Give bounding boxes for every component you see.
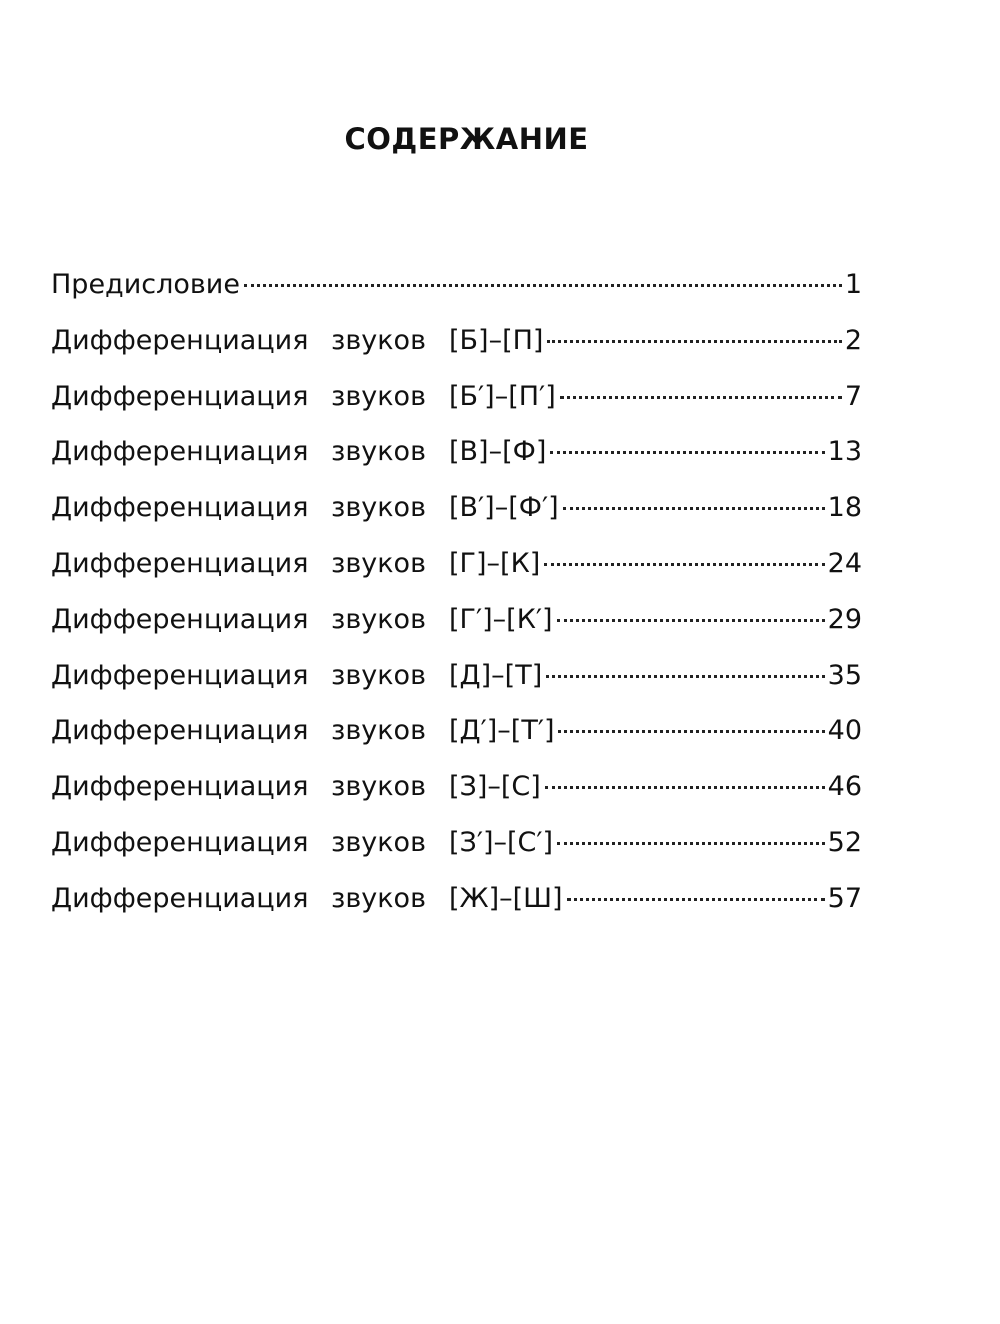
toc-page-number: 46 bbox=[827, 771, 862, 803]
toc-page-number: 52 bbox=[827, 826, 862, 858]
toc-page-number: 18 bbox=[827, 492, 862, 524]
toc-entry-label bbox=[51, 703, 554, 759]
toc-entry-word: Дифференциация bbox=[51, 324, 309, 356]
toc-row[interactable] bbox=[51, 648, 862, 704]
toc-entry-word: Дифференциация bbox=[51, 492, 309, 524]
toc-preface-label: Предисловие bbox=[51, 269, 240, 300]
toc-entry-sound-pair: [Г′]–[К′] bbox=[449, 603, 553, 635]
toc-entry-label bbox=[51, 815, 553, 871]
toc-row[interactable] bbox=[51, 592, 862, 648]
toc-entry-word: Дифференциация bbox=[51, 882, 309, 914]
toc-entry-sound-pair: [В]–[Ф] bbox=[449, 436, 547, 468]
toc-entry-sounds: звуков bbox=[331, 324, 426, 356]
toc-entry-sounds: звуков bbox=[331, 882, 426, 914]
toc-row[interactable] bbox=[51, 313, 862, 369]
dot-leader bbox=[558, 730, 824, 733]
toc-entry-word: Дифференциация bbox=[51, 715, 309, 747]
toc-page-number: 40 bbox=[827, 715, 862, 747]
dot-leader bbox=[557, 842, 825, 845]
toc-entry-label bbox=[51, 871, 563, 927]
dot-leader bbox=[560, 396, 842, 399]
toc-entry-sounds: звуков bbox=[331, 659, 426, 691]
dot-leader bbox=[545, 786, 825, 789]
toc-entry-sounds: звуков bbox=[331, 826, 426, 858]
toc-row[interactable] bbox=[51, 369, 862, 425]
toc-entry-word: Дифференциация bbox=[51, 826, 309, 858]
toc-row[interactable] bbox=[51, 703, 862, 759]
toc-entry-sound-pair: [Б]–[П] bbox=[449, 324, 544, 356]
toc-page-number: 2 bbox=[844, 324, 862, 356]
toc-page-number: 29 bbox=[827, 603, 862, 635]
toc-entry-label bbox=[51, 592, 553, 648]
dot-leader bbox=[567, 898, 825, 901]
toc-entry-label bbox=[51, 369, 556, 425]
toc-row[interactable] bbox=[51, 424, 862, 480]
toc-page-number: 7 bbox=[844, 380, 862, 412]
toc-entry-label bbox=[51, 257, 240, 313]
toc-row[interactable] bbox=[51, 815, 862, 871]
toc-entry-sound-pair: [Б′]–[П′] bbox=[449, 380, 556, 412]
table-of-contents bbox=[51, 257, 862, 927]
toc-entry-sound-pair: [З]–[С] bbox=[449, 771, 541, 803]
toc-entry-word: Дифференциация bbox=[51, 547, 309, 579]
page-title: СОДЕРЖАНИЕ bbox=[344, 122, 589, 156]
toc-item-list bbox=[51, 313, 862, 927]
toc-entry-sounds: звуков bbox=[331, 380, 426, 412]
dot-leader bbox=[244, 284, 842, 287]
toc-entry-label bbox=[51, 648, 542, 704]
toc-entry-sounds: звуков bbox=[331, 492, 426, 524]
toc-entry-sounds: звуков bbox=[331, 547, 426, 579]
toc-entry-label bbox=[51, 313, 543, 369]
toc-entry-label bbox=[51, 536, 540, 592]
dot-leader bbox=[550, 451, 824, 454]
toc-entry-label bbox=[51, 424, 546, 480]
toc-entry-word: Дифференциация bbox=[51, 436, 309, 468]
toc-page-number: 24 bbox=[827, 547, 862, 579]
toc-entry-sounds: звуков bbox=[331, 436, 426, 468]
toc-entry-sound-pair: [Г]–[К] bbox=[449, 547, 541, 579]
toc-page-number: 35 bbox=[827, 659, 862, 691]
toc-entry-word: Дифференциация bbox=[51, 771, 309, 803]
toc-entry-sound-pair: [З′]–[С′] bbox=[449, 826, 554, 858]
toc-row[interactable] bbox=[51, 759, 862, 815]
toc-row[interactable] bbox=[51, 536, 862, 592]
toc-entry-label bbox=[51, 480, 559, 536]
dot-leader bbox=[557, 619, 825, 622]
toc-row[interactable] bbox=[51, 480, 862, 536]
toc-page-number: 57 bbox=[827, 882, 862, 914]
toc-entry-sounds: звуков bbox=[331, 603, 426, 635]
toc-row-preface[interactable] bbox=[51, 257, 862, 313]
dot-leader bbox=[544, 563, 824, 566]
toc-entry-word: Дифференциация bbox=[51, 659, 309, 691]
toc-entry-sound-pair: [Ж]–[Ш] bbox=[449, 882, 563, 914]
toc-entry-sound-pair: [В′]–[Ф′] bbox=[449, 492, 559, 524]
toc-entry-word: Дифференциация bbox=[51, 603, 309, 635]
toc-entry-sound-pair: [Д′]–[Т′] bbox=[449, 715, 555, 747]
toc-entry-label bbox=[51, 759, 541, 815]
toc-row[interactable] bbox=[51, 871, 862, 927]
dot-leader bbox=[563, 507, 825, 510]
toc-entry-word: Дифференциация bbox=[51, 380, 309, 412]
toc-entry-sounds: звуков bbox=[331, 715, 426, 747]
dot-leader bbox=[547, 340, 841, 343]
toc-entry-sounds: звуков bbox=[331, 771, 426, 803]
toc-page-number: 13 bbox=[827, 436, 862, 468]
toc-entry-sound-pair: [Д]–[Т] bbox=[449, 659, 543, 691]
toc-page-number: 1 bbox=[844, 269, 862, 300]
dot-leader bbox=[546, 675, 824, 678]
